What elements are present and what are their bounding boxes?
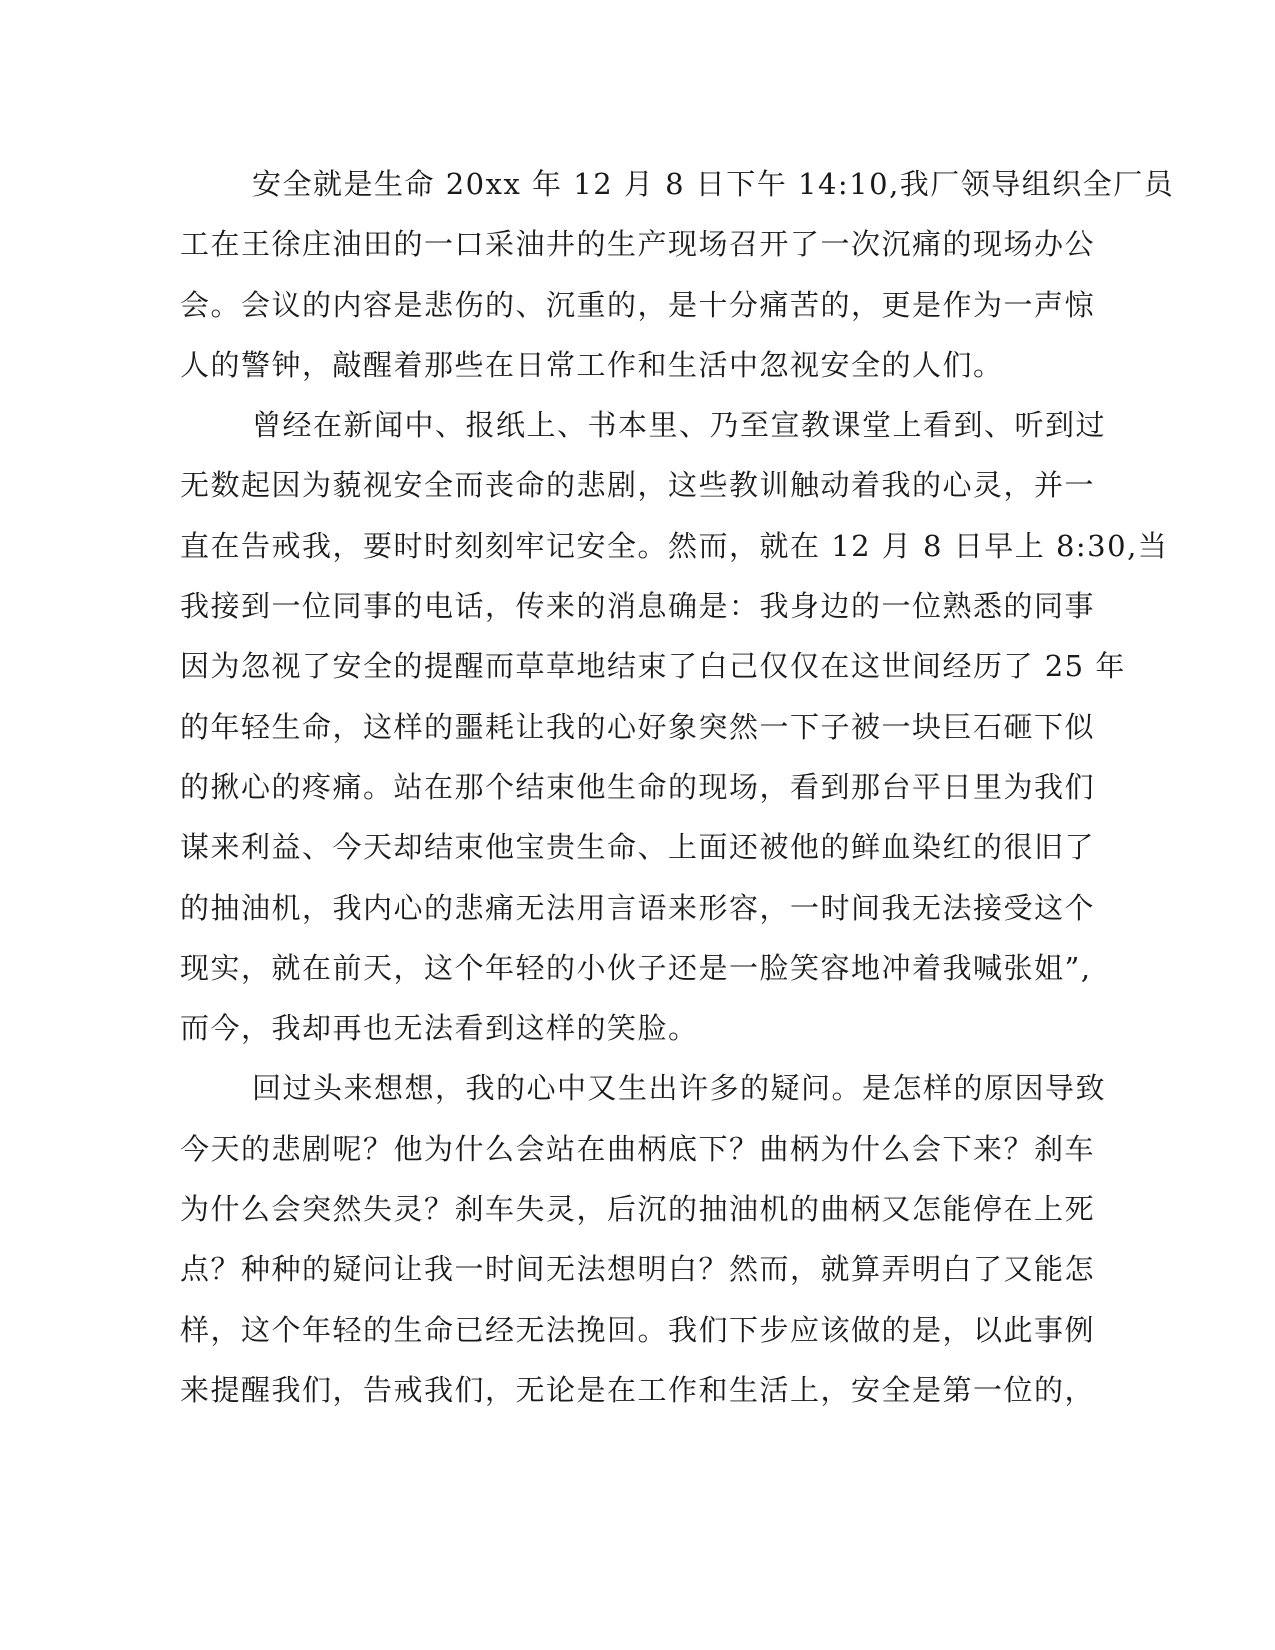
text-line: 会。会议的内容是悲伤的、沉重的，是十分痛苦的，更是作为一声惊: [180, 287, 1096, 322]
text-line: 安全就是生命 20xx 年 12 月 8 日下午 14:10,我厂领导组织全厂员: [252, 167, 1175, 201]
text-line: 无数起因为藐视安全而丧命的悲剧，这些教训触动着我的心灵，并一: [180, 468, 1096, 503]
document-body: [180, 154, 1175, 1420]
text-line: 我接到一位同事的电话，传来的消息确是：我身边的一位熟悉的同事: [180, 589, 1096, 624]
text-line: 点？种种的疑问让我一时间无法想明白？然而，就算弄明白了又能怎: [180, 1252, 1096, 1287]
paragraph-3: [180, 1058, 1107, 1420]
paragraph-1: [180, 154, 1175, 395]
text-line: 谋来利益、今天却结束他宝贵生命、上面还被他的鲜血染红的很旧了: [180, 830, 1096, 865]
text-line: 回过头来想想，我的心中又生出许多的疑问。是怎样的原因导致: [252, 1071, 1107, 1106]
text-line: 样，这个年轻的生命已经无法挽回。我们下步应该做的是，以此事例: [180, 1312, 1096, 1347]
text-line: 来提醒我们，告戒我们，无论是在工作和生活上，安全是第一位的，: [180, 1372, 1096, 1407]
text-line: 为什么会突然失灵？刹车失灵，后沉的抽油机的曲柄又怎能停在上死: [180, 1192, 1096, 1227]
text-line: 而今，我却再也无法看到这样的笑脸。: [180, 1011, 699, 1046]
text-line: 的揪心的疼痛。站在那个结束他生命的现场，看到那台平日里为我们: [180, 769, 1096, 804]
text-line: 工在王徐庄油田的一口采油井的生产现场召开了一次沉痛的现场办公: [180, 227, 1096, 262]
text-line: 今天的悲剧呢？他为什么会站在曲柄底下？曲柄为什么会下来？刹车: [180, 1131, 1096, 1166]
text-line: 现实，就在前天，这个年轻的小伙子还是一脸笑容地冲着我喊张姐”,: [180, 950, 1092, 985]
text-line: 直在告戒我，要时时刻刻牢记安全。然而，就在 12 月 8 日早上 8:30,当: [180, 528, 1169, 563]
paragraph-2: [180, 395, 1169, 1058]
text-line: 曾经在新闻中、报纸上、书本里、乃至宣教课堂上看到、听到过: [252, 408, 1107, 443]
text-line: 人的警钟，敲醒着那些在日常工作和生活中忽视安全的人们。: [180, 347, 1004, 382]
text-line: 的抽油机，我内心的悲痛无法用言语来形容，一时间我无法接受这个: [180, 890, 1096, 925]
text-line: 的年轻生命，这样的噩耗让我的心好象突然一下子被一块巨石砸下似: [180, 709, 1096, 744]
text-line: 因为忽视了安全的提醒而草草地结束了白己仅仅在这世间经历了 25 年: [180, 649, 1126, 684]
